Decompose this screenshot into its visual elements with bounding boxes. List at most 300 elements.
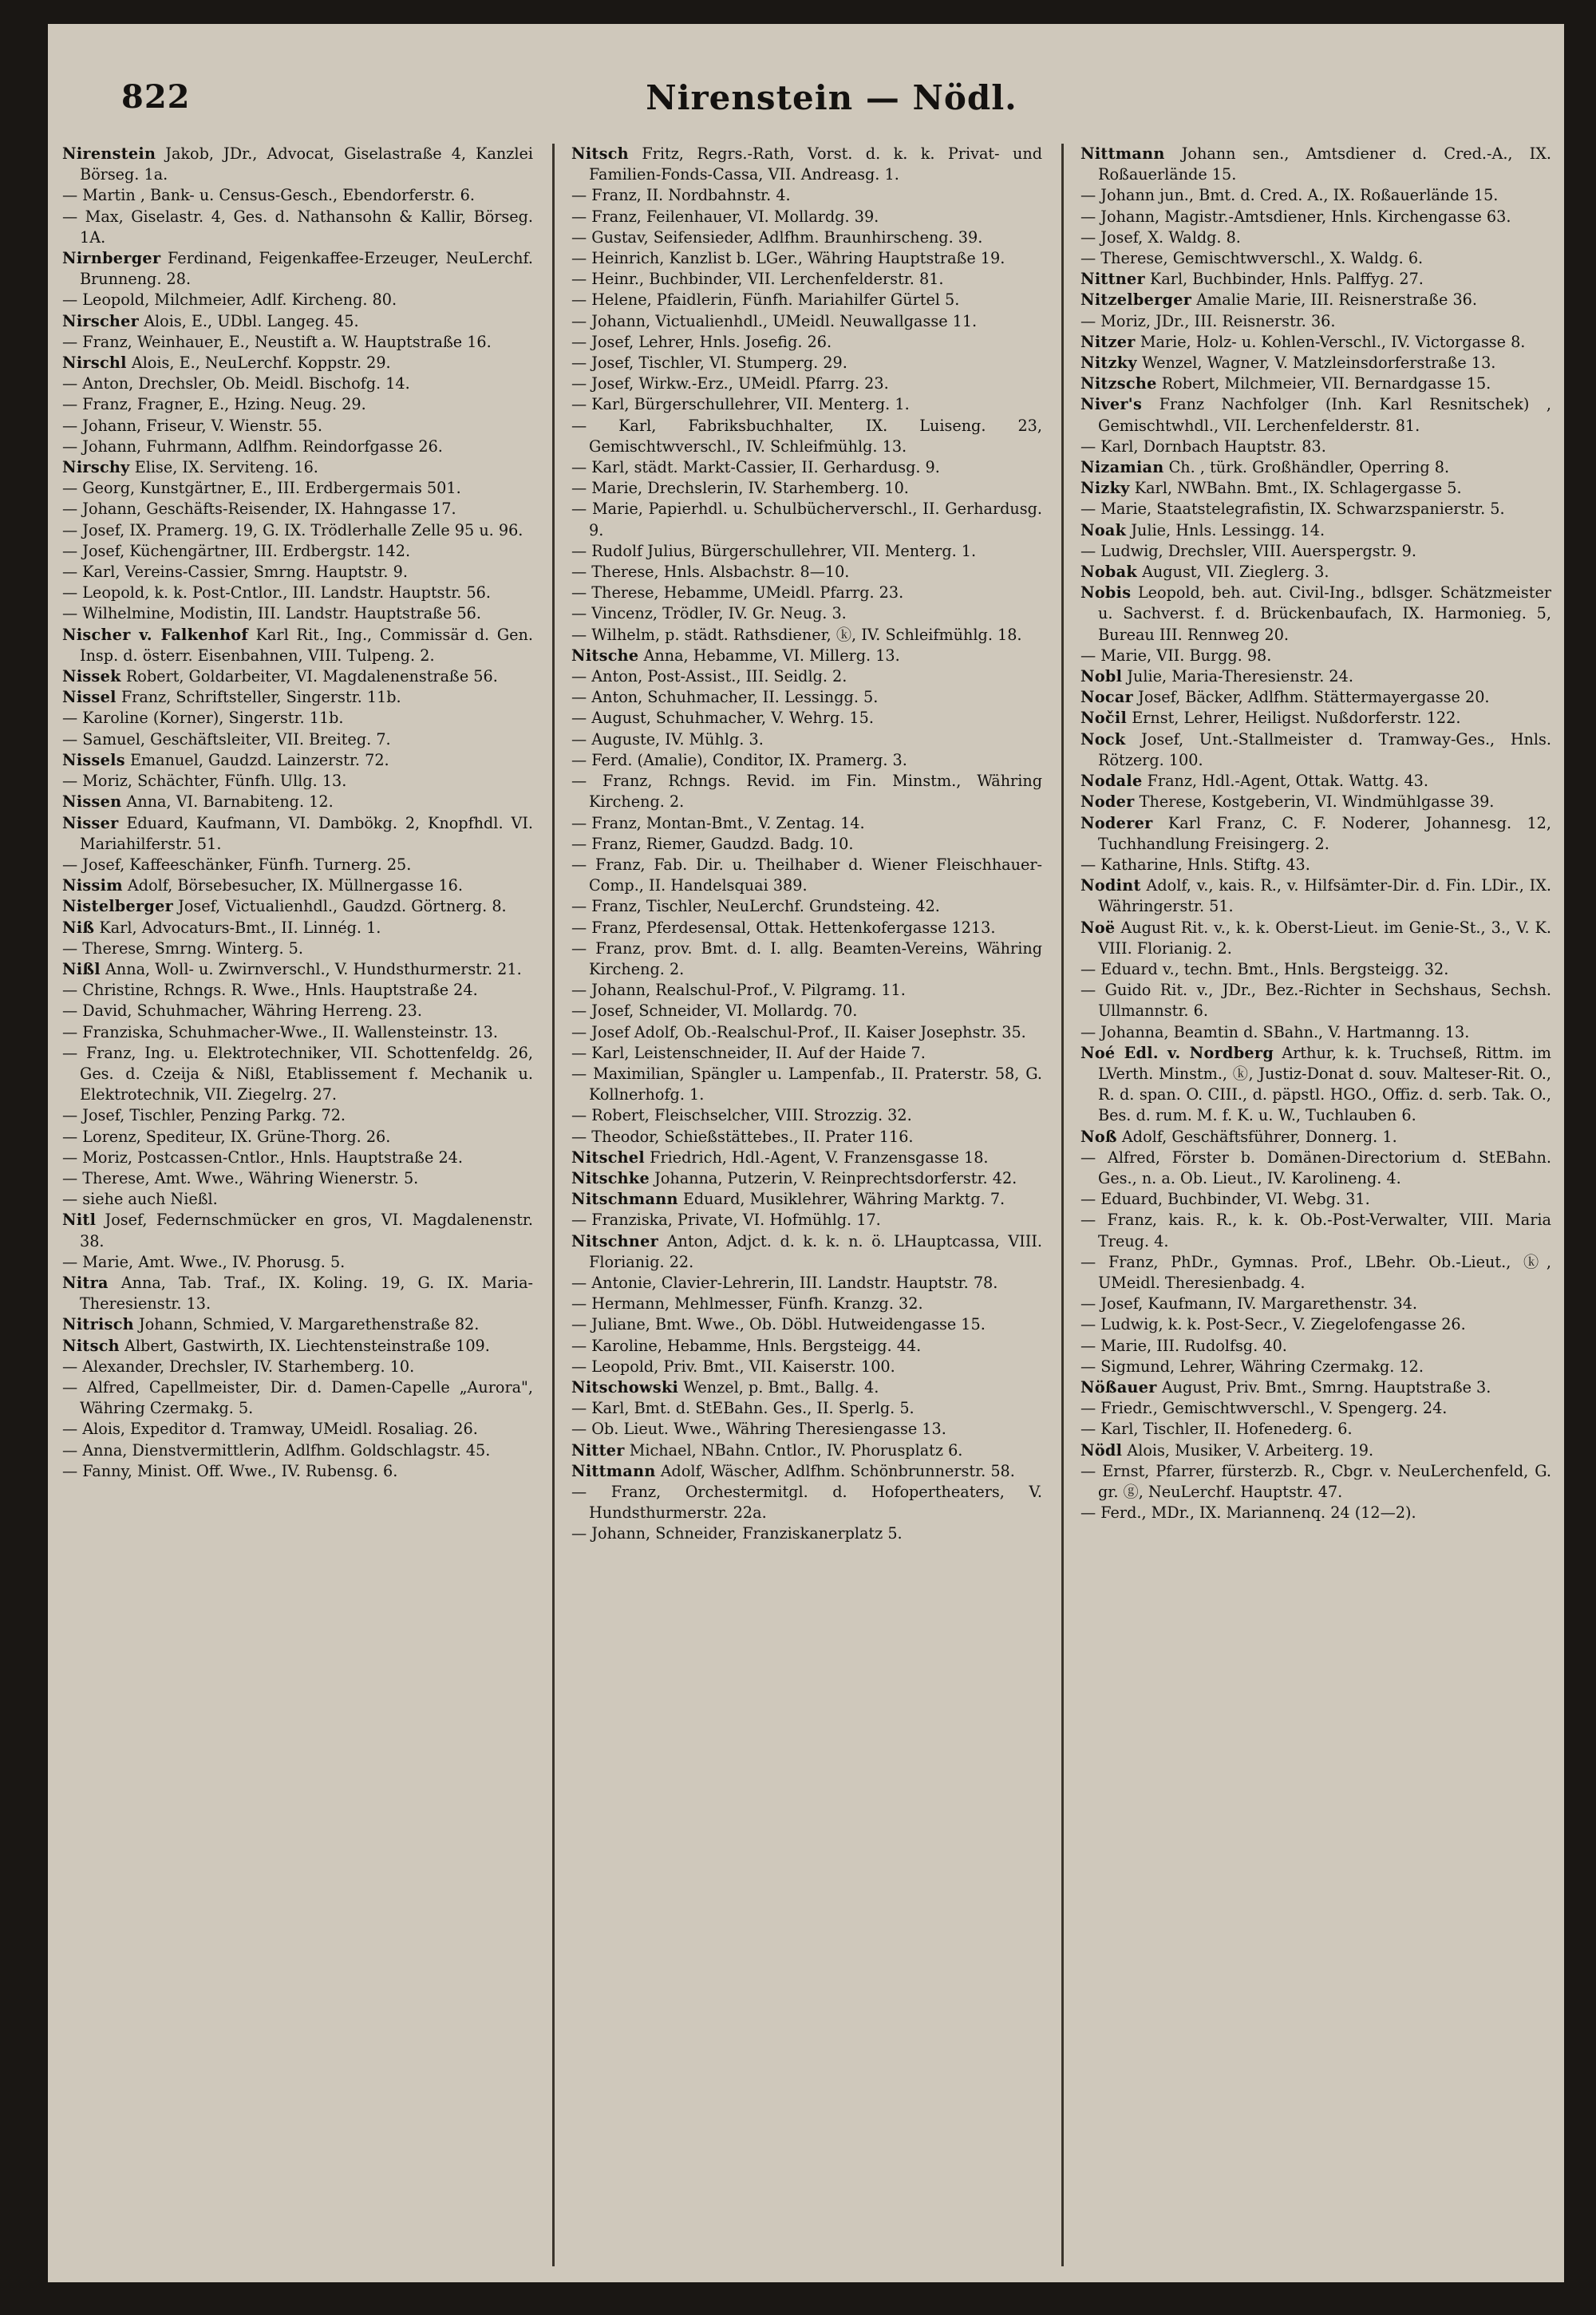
entry-surname: Noë: [1080, 918, 1116, 937]
entry-details: — Franziska, Schuhmacher-Wwe., II. Wallensteinstr. 13.: [62, 1022, 498, 1041]
directory-entry: [62, 353, 533, 373]
directory-entry: [1080, 1398, 1551, 1419]
entry-details: — Georg, Kunstgärtner, E., III. Erdbergermais 501.: [62, 479, 461, 498]
entry-details: — Friedr., Gemischtwverschl., V. Spengerg. 24.: [1080, 1399, 1448, 1418]
directory-entry: [62, 1377, 533, 1419]
directory-entry: [571, 1461, 1042, 1482]
entry-details: Franz, Schriftsteller, Singerstr. 11b.: [116, 688, 401, 707]
entry-details: — Therese, Amt. Wwe., Währing Wienerstr. 5.: [62, 1168, 419, 1187]
entry-details: — Fanny, Minist. Off. Wwe., IV. Rubensg. 6.: [62, 1461, 398, 1480]
directory-entry: [571, 834, 1042, 855]
entry-surname: Nittmann: [1080, 144, 1165, 163]
entry-surname: Nittner: [1080, 270, 1145, 289]
directory-entry: [1080, 980, 1551, 1021]
directory-entry: [62, 416, 533, 437]
directory-entry: [62, 373, 533, 394]
entry-details: Friedrich, Hdl.-Agent, V. Franzensgasse 18.: [645, 1148, 989, 1167]
entry-surname: Nitzelberger: [1080, 290, 1192, 310]
entry-details: — Franz, prov. Bmt. d. I. allg. Beamten-Vereins, Währing Kircheng. 2.: [571, 938, 1042, 978]
entry-details: — Josef, Kaffeeschänker, Fünfh. Turnerg. 25.: [62, 855, 412, 874]
directory-entry: [1080, 583, 1551, 646]
directory-entry: [571, 1377, 1042, 1398]
directory-entry: [571, 646, 1042, 666]
directory-entry: [1080, 562, 1551, 583]
entry-surname: Nittmann: [571, 1461, 656, 1480]
entry-details: — Marie, III. Rudolfsg. 40.: [1080, 1336, 1287, 1355]
directory-entry: [62, 625, 533, 666]
directory-entry: [571, 144, 1042, 185]
directory-entry: [1080, 311, 1551, 332]
directory-entry: [1080, 1148, 1551, 1189]
entry-details: Ernst, Lehrer, Heiligst. Nußdorferstr. 122.: [1127, 709, 1461, 728]
entry-details: — Alfred, Capellmeister, Dir. d. Damen-Capelle „Aurora", Währing Czermakg. 5.: [62, 1377, 533, 1418]
entry-surname: Nissen: [62, 792, 122, 812]
entry-details: August Rit. v., k. k. Oberst-Lieut. im Genie-St., 3., V. K. VIII. Florianig. 2.: [1098, 918, 1551, 958]
entry-details: Johann sen., Amtsdiener d. Cred.-A., IX. Roßauerlände 15.: [1098, 144, 1551, 184]
entry-surname: Nirschy: [62, 458, 130, 477]
entry-details: — Karl, Bürgerschullehrer, VII. Menterg. 1.: [571, 395, 910, 414]
entry-details: — Ob. Lieut. Wwe., Währing Theresiengasse 13.: [571, 1420, 946, 1439]
entry-details: Franz, Hdl.-Agent, Ottak. Wattg. 43.: [1142, 772, 1428, 791]
entry-details: Robert, Goldarbeiter, VI. Magdalenenstraße 56.: [120, 667, 498, 686]
directory-entry: [571, 185, 1042, 206]
entry-details: — Ferd., MDr., IX. Mariannenq. 24 (12—2).: [1080, 1503, 1416, 1523]
entry-details: Franz Nachfolger (Inh. Karl Resnitschek) , Gemischtwhdl., VII. Lerchenfelderstr. 81.: [1098, 395, 1551, 435]
entry-details: — Juliane, Bmt. Wwe., Ob. Döbl. Hutweidengasse 15.: [571, 1315, 986, 1334]
directory-entry: [1080, 457, 1551, 478]
entry-surname: Nitschel: [571, 1148, 646, 1167]
entry-details: — Heinr., Buchbinder, VII. Lerchenfelderstr. 81.: [571, 270, 944, 289]
entry-surname: Nistelberger: [62, 897, 174, 916]
entry-surname: Nitschke: [571, 1168, 650, 1187]
entry-surname: Nirschl: [62, 354, 127, 373]
entry-details: — Johann, Friseur, V. Wienstr. 55.: [62, 416, 322, 435]
entry-surname: Nitsch: [571, 144, 629, 163]
entry-details: Karl Rit., Ing., Commissär d. Gen. Insp. d. österr. Eisenbahnen, VIII. Tulpeng. 2.: [80, 625, 533, 665]
entry-details: — Josef, IX. Pramerg. 19, G. IX. Trödlerhalle Zelle 95 u. 96.: [62, 520, 523, 539]
entry-details: — Josef, Küchengärtner, III. Erdbergstr. 142.: [62, 541, 411, 560]
entry-surname: Nitl: [62, 1211, 97, 1230]
directory-entry: [62, 750, 533, 771]
directory-entry: [1080, 1189, 1551, 1210]
directory-entry: [571, 416, 1042, 457]
entry-details: Anna, Hebamme, VI. Millerg. 13.: [638, 646, 900, 665]
entry-details: — Karl, Leistenschneider, II. Auf der Haide 7.: [571, 1043, 926, 1062]
entry-details: Wenzel, p. Bmt., Ballg. 4.: [678, 1377, 879, 1397]
directory-entry: [571, 1336, 1042, 1357]
directory-entry: [1080, 227, 1551, 248]
entry-details: Anton, Adjct. d. k. k. n. ö. LHauptcassa, VIII. Florianig. 22.: [589, 1231, 1042, 1271]
entry-surname: Nödl: [1080, 1440, 1123, 1460]
entry-details: — Franz, Feilenhauer, VI. Mollardg. 39.: [571, 207, 879, 226]
entry-details: — Christine, Rchngs. R. Wwe., Hnls. Hauptstraße 24.: [62, 981, 478, 1000]
directory-entry: [571, 1357, 1042, 1377]
entry-details: — Marie, VII. Burgg. 98.: [1080, 646, 1272, 665]
directory-entry: [571, 1523, 1042, 1544]
directory-entry: [571, 1398, 1042, 1419]
entry-details: Karl, Buchbinder, Hnls. Palffyg. 27.: [1144, 270, 1424, 289]
directory-entry: [571, 1294, 1042, 1314]
entry-details: — Franz, Montan-Bmt., V. Zentag. 14.: [571, 813, 865, 832]
directory-entry: [571, 729, 1042, 750]
directory-entry: [571, 248, 1042, 269]
entry-details: — Franz, II. Nordbahnstr. 4.: [571, 186, 791, 205]
entry-surname: Nißl: [62, 959, 101, 978]
directory-entry: [62, 185, 533, 206]
directory-entry: [1080, 1127, 1551, 1148]
entry-details: Josef, Victualienhdl., Gaudzd. Görtnerg. 8.: [173, 897, 507, 916]
entry-details: — David, Schuhmacher, Währing Herreng. 23.: [62, 1001, 422, 1021]
directory-entry: [1080, 1022, 1551, 1043]
entry-details: Robert, Milchmeier, VII. Bernardgasse 15.: [1156, 374, 1491, 393]
entry-details: — Therese, Hebamme, UMeidl. Pfarrg. 23.: [571, 583, 904, 602]
entry-details: Josef, Unt.-Stallmeister d. Tramway-Ges., Hnls. Rötzerg. 100.: [1098, 729, 1551, 769]
entry-surname: Nirenstein: [62, 144, 156, 163]
entry-details: — Antonie, Clavier-Lehrerin, III. Landstr. Hauptstr. 78.: [571, 1273, 998, 1292]
directory-entry: [571, 708, 1042, 729]
entry-details: — Johann, Magistr.-Amtsdiener, Hnls. Kirchengasse 63.: [1080, 207, 1511, 226]
directory-entry: [1080, 959, 1551, 980]
entry-details: — Lorenz, Spediteur, IX. Grüne-Thorg. 26.: [62, 1127, 391, 1146]
directory-entry: [1080, 875, 1551, 917]
directory-entry: [571, 1273, 1042, 1294]
directory-entry: [62, 1148, 533, 1168]
directory-entry: [571, 771, 1042, 812]
directory-column-2: [571, 144, 1042, 2266]
directory-entry: [571, 1001, 1042, 1021]
directory-entry: [62, 708, 533, 729]
entry-details: Adolf, v., kais. R., v. Hilfsämter-Dir. d. Fin. LDir., IX. Währingerstr. 51.: [1098, 876, 1551, 916]
entry-details: — Anton, Schuhmacher, II. Lessingg. 5.: [571, 688, 879, 707]
directory-entry: [571, 499, 1042, 540]
entry-details: — Josef, Schneider, VI. Mollardg. 70.: [571, 1001, 858, 1021]
entry-surname: Nočil: [1080, 709, 1128, 728]
directory-entry: [62, 875, 533, 896]
entry-details: — Franz, Tischler, NeuLerchf. Grundsteing. 42.: [571, 897, 940, 916]
entry-surname: Nitschner: [571, 1231, 659, 1250]
directory-entry: [62, 687, 533, 708]
directory-entry: [1080, 666, 1551, 687]
entry-surname: Nodint: [1080, 876, 1141, 895]
entry-details: — Samuel, Geschäftsleiter, VII. Breiteg. 7.: [62, 729, 391, 749]
entry-details: — siehe auch Nießl.: [62, 1190, 218, 1209]
entry-details: Wenzel, Wagner, V. Matzleinsdorferstraße 13.: [1136, 354, 1496, 373]
directory-entry: [62, 896, 533, 917]
entry-details: Albert, Gastwirth, IX. Liechtensteinstraße 109.: [119, 1336, 490, 1355]
directory-entry: [62, 144, 533, 185]
directory-entry: [62, 771, 533, 792]
entry-details: Karl, NWBahn. Bmt., IX. Schlagergasse 5.: [1129, 479, 1462, 498]
entry-details: Leopold, beh. aut. Civil-Ing., bdlsger. Schätzmeister u. Sachverst. f. d. Brückenbaufach, IX. Harmonieg. 5, Bureau III. Rennweg 20.: [1098, 583, 1551, 644]
directory-entry: [62, 311, 533, 332]
directory-entry: [1080, 1440, 1551, 1461]
entry-details: — Eduard v., techn. Bmt., Hnls. Bergsteigg. 32.: [1080, 959, 1449, 978]
entry-details: — Rudolf Julius, Bürgerschullehrer, VII. Menterg. 1.: [571, 541, 977, 560]
entry-details: — Therese, Hnls. Alsbachstr. 8—10.: [571, 563, 850, 582]
entry-details: — Leopold, k. k. Post-Cntlor., III. Landstr. Hauptstr. 56.: [62, 583, 491, 602]
directory-entry: [571, 269, 1042, 290]
entry-details: Alois, E., NeuLerchf. Koppstr. 29.: [126, 354, 391, 373]
entry-details: — Guido Rit. v., JDr., Bez.-Richter in Sechshaus, Sechsh. Ullmannstr. 6.: [1080, 981, 1551, 1021]
entry-surname: Nitsch: [62, 1336, 120, 1355]
directory-entry: [62, 1105, 533, 1126]
directory-entry: [571, 1148, 1042, 1168]
entry-details: — Johann jun., Bmt. d. Cred. A., IX. Roßauerlände 15.: [1080, 186, 1499, 205]
directory-entry: [1080, 499, 1551, 519]
entry-surname: Nischer v. Falkenhof: [62, 625, 248, 644]
directory-entry: [62, 437, 533, 457]
directory-entry: [571, 394, 1042, 415]
entry-details: — Franz, Fab. Dir. u. Theilhaber d. Wiener Fleischhauer-Comp., II. Handelsquai 389.: [571, 855, 1042, 895]
directory-entry: [1080, 1377, 1551, 1398]
directory-entry: [1080, 394, 1551, 436]
entry-details: — Johann, Victualienhdl., UMeidl. Neuwallgasse 11.: [571, 311, 978, 330]
directory-entry: [571, 207, 1042, 227]
entry-details: — Johanna, Beamtin d. SBahn., V. Hartmanng. 13.: [1080, 1022, 1470, 1041]
directory-entry: [62, 813, 533, 855]
directory-entry: [62, 938, 533, 959]
entry-details: Alois, E., UDbl. Langeg. 45.: [139, 311, 359, 330]
entry-details: — Josef, Kaufmann, IV. Margarethenstr. 34.: [1080, 1294, 1418, 1314]
entry-details: — Franz, Fragner, E., Hzing. Neug. 29.: [62, 395, 366, 414]
entry-details: Ferdinand, Feigenkaffee-Erzeuger, NeuLerchf. Brunneng. 28.: [80, 249, 533, 289]
entry-surname: Nirscher: [62, 311, 140, 330]
entry-details: — Theodor, Schießstättebes., II. Prater 116.: [571, 1127, 914, 1146]
directory-entry: [1080, 1314, 1551, 1335]
entry-surname: Noß: [1080, 1127, 1117, 1146]
entry-details: — Johann, Schneider, Franziskanerplatz 5.: [571, 1524, 903, 1543]
directory-entry: [1080, 269, 1551, 290]
entry-surname: Nitzsche: [1080, 374, 1157, 393]
entry-surname: Niver's: [1080, 395, 1143, 414]
directory-entry: [571, 896, 1042, 917]
entry-details: — Therese, Gemischtwverschl., X. Waldg. 6.: [1080, 249, 1424, 268]
directory-entry: [571, 1210, 1042, 1231]
directory-entry: [1080, 1503, 1551, 1523]
directory-entry: [571, 373, 1042, 394]
directory-entry: [62, 1357, 533, 1377]
directory-entry: [62, 499, 533, 519]
directory-entry: [1080, 478, 1551, 499]
directory-entry: [1080, 1419, 1551, 1440]
entry-details: Alois, Musiker, V. Arbeiterg. 19.: [1122, 1440, 1374, 1460]
directory-entry: [1080, 185, 1551, 206]
entry-details: — Wilhelmine, Modistin, III. Landstr. Hauptstraße 56.: [62, 604, 481, 623]
entry-details: — Karl, Bmt. d. StEBahn. Ges., II. Sperlg. 5.: [571, 1399, 915, 1418]
entry-details: — Franz, Pferdesensal, Ottak. Hettenkofergasse 1213.: [571, 918, 996, 937]
directory-entry: [62, 959, 533, 980]
directory-entry: [571, 227, 1042, 248]
entry-details: — Karl, Vereins-Cassier, Smrng. Hauptstr. 9.: [62, 563, 408, 582]
entry-surname: Nitter: [571, 1440, 625, 1460]
entry-details: — Alfred, Förster b. Domänen-Directorium d. StEBahn. Ges., n. a. Ob. Lieut., IV. Karolineng. 4.: [1080, 1148, 1551, 1187]
directory-entry: [62, 207, 533, 248]
directory-entry: [1080, 918, 1551, 959]
directory-entry: [571, 938, 1042, 980]
directory-page: [48, 24, 1564, 2282]
directory-entry: [1080, 646, 1551, 666]
directory-entry: [62, 666, 533, 687]
directory-entry: [62, 541, 533, 562]
entry-details: — Franz, kais. R., k. k. Ob.-Post-Verwalter, VIII. Maria Treug. 4.: [1080, 1211, 1551, 1250]
entry-details: — Therese, Smrng. Winterg. 5.: [62, 938, 303, 958]
entry-surname: Nissels: [62, 750, 125, 769]
entry-details: — Johann, Geschäfts-Reisender, IX. Hahngasse 17.: [62, 500, 456, 519]
entry-surname: Nitra: [62, 1273, 109, 1292]
directory-entry: [1080, 771, 1551, 792]
entry-details: — Helene, Pfaidlerin, Fünfh. Mariahilfer Gürtel 5.: [571, 290, 960, 310]
directory-entry: [62, 290, 533, 310]
directory-entry: [571, 1022, 1042, 1043]
entry-details: — Ferd. (Amalie), Conditor, IX. Pramerg. 3.: [571, 750, 907, 769]
entry-details: — Karoline (Korner), Singerstr. 11b.: [62, 709, 344, 728]
entry-surname: Noderer: [1080, 813, 1153, 832]
directory-entry: [62, 1314, 533, 1335]
directory-entry: [571, 1105, 1042, 1126]
directory-entry: [1080, 1336, 1551, 1357]
entry-surname: Nitzky: [1080, 354, 1137, 373]
directory-entry: [571, 1419, 1042, 1440]
entry-details: — Marie, Drechslerin, IV. Starhemberg. 10.: [571, 479, 909, 498]
directory-entry: [62, 457, 533, 478]
entry-details: Anna, Tab. Traf., IX. Koling. 19, G. IX. Maria-Theresienstr. 13.: [80, 1273, 533, 1314]
directory-entry: [1080, 437, 1551, 457]
directory-entry: [62, 583, 533, 603]
directory-entry: [571, 687, 1042, 708]
directory-entry: [62, 1127, 533, 1148]
entry-details: — Leopold, Priv. Bmt., VII. Kaiserstr. 100.: [571, 1357, 895, 1376]
entry-details: — Franz, Riemer, Gaudzd. Badg. 10.: [571, 834, 854, 853]
entry-details: — Franz, Ing. u. Elektrotechniker, VII. Schottenfeldg. 26, Ges. d. Czeija & Nißl, Etablissement f. Mechanik u. Elektrotechnik, VII. Ziegelrg. 27.: [62, 1043, 533, 1104]
entry-details: Therese, Kostgeberin, VI. Windmühlgasse 39.: [1134, 792, 1495, 812]
entry-details: — Franz, Orchestermitgl. d. Hofopertheaters, V. Hundsthurmerstr. 22a.: [571, 1483, 1042, 1523]
entry-surname: Noder: [1080, 792, 1135, 812]
entry-details: Ch. , türk. Großhändler, Operring 8.: [1163, 458, 1450, 477]
directory-entry: [62, 394, 533, 415]
directory-entry: [571, 1043, 1042, 1064]
directory-entry: [62, 1001, 533, 1021]
directory-entry: [571, 918, 1042, 938]
directory-entry: [571, 353, 1042, 373]
entry-surname: Nissek: [62, 667, 121, 686]
entry-details: Michael, NBahn. Cntlor., IV. Phorusplatz 6.: [624, 1440, 963, 1460]
entry-surname: Nodale: [1080, 772, 1143, 791]
directory-entry: [571, 625, 1042, 646]
entry-details: Anna, Woll- u. Zwirnverschl., V. Hundsthurmerstr. 21.: [100, 959, 522, 978]
entry-surname: Noé Edl. v. Nordberg: [1080, 1043, 1274, 1062]
directory-entry: [571, 541, 1042, 562]
entry-details: — Johann, Realschul-Prof., V. Pilgramg. 11.: [571, 981, 906, 1000]
directory-entry: [571, 332, 1042, 353]
directory-column-3: [1080, 144, 1551, 2266]
entry-details: — Marie, Staatstelegrafistin, IX. Schwarzspanierstr. 5.: [1080, 500, 1505, 519]
entry-details: — Josef, Tischler, VI. Stumperg. 29.: [571, 354, 847, 373]
entry-details: — Moriz, JDr., III. Reisnerstr. 36.: [1080, 311, 1336, 330]
entry-details: — Marie, Amt. Wwe., IV. Phorusg. 5.: [62, 1252, 346, 1271]
entry-details: Marie, Holz- u. Kohlen-Verschl., IV. Victorgasse 8.: [1135, 332, 1526, 351]
directory-entry: [1080, 1210, 1551, 1251]
entry-details: — Vincenz, Trödler, IV. Gr. Neug. 3.: [571, 604, 847, 623]
entry-details: — Katharine, Hnls. Stiftg. 43.: [1080, 855, 1310, 874]
entry-details: — Karoline, Hebamme, Hnls. Bergsteigg. 44.: [571, 1336, 922, 1355]
directory-entry: [62, 792, 533, 812]
directory-entry: [62, 1168, 533, 1189]
entry-surname: Nock: [1080, 729, 1126, 749]
entry-details: Karl, Advocaturs-Bmt., II. Linnég. 1.: [94, 918, 381, 937]
directory-entry: [1080, 729, 1551, 771]
directory-entry: [571, 603, 1042, 624]
directory-entry: [1080, 248, 1551, 269]
directory-entry: [1080, 353, 1551, 373]
entry-details: Karl Franz, C. F. Noderer, Johannesg. 12, Tuchhandlung Freisingerg. 2.: [1098, 813, 1551, 853]
directory-column-1: [62, 144, 533, 2266]
entry-details: — Alois, Expeditor d. Tramway, UMeidl. Rosaliag. 26.: [62, 1420, 478, 1439]
directory-entry: [1080, 373, 1551, 394]
entry-surname: Noak: [1080, 520, 1127, 539]
entry-details: — Anton, Drechsler, Ob. Meidl. Bischofg. 14.: [62, 374, 410, 393]
entry-surname: Niß: [62, 918, 95, 937]
entry-details: Adolf, Geschäftsführer, Donnerg. 1.: [1116, 1127, 1397, 1146]
entry-surname: Nobis: [1080, 583, 1132, 602]
directory-entry: [1080, 541, 1551, 562]
entry-details: — Josef, Lehrer, Hnls. Josefig. 26.: [571, 332, 832, 351]
entry-details: Adolf, Wäscher, Adlfhm. Schönbrunnerstr. 58.: [655, 1461, 1015, 1480]
directory-entry: [1080, 144, 1551, 185]
page-number: 822: [121, 78, 191, 116]
entry-details: — Karl, städt. Markt-Cassier, II. Gerhardusg. 9.: [571, 458, 940, 477]
entry-details: — Anton, Post-Assist., III. Seidlg. 2.: [571, 667, 847, 686]
directory-entry: [62, 855, 533, 875]
directory-entry: [62, 1189, 533, 1210]
entry-details: — Anna, Dienstvermittlerin, Adlfhm. Goldschlagstr. 45.: [62, 1440, 491, 1460]
directory-entry: [1080, 290, 1551, 310]
entry-details: Elise, IX. Serviteng. 16.: [129, 458, 318, 477]
entry-details: — Auguste, IV. Mühlg. 3.: [571, 729, 764, 749]
entry-details: — Josef, X. Waldg. 8.: [1080, 227, 1241, 247]
entry-details: — Josef Adolf, Ob.-Realschul-Prof., II. Kaiser Josephstr. 35.: [571, 1022, 1026, 1041]
entry-details: — Marie, Papierhdl. u. Schulbücherverschl., II. Gerhardusg. 9.: [571, 500, 1042, 539]
entry-details: — Martin , Bank- u. Census-Gesch., Ebendorferstr. 6.: [62, 186, 475, 205]
directory-entry: [571, 311, 1042, 332]
directory-entry: [62, 562, 533, 583]
entry-details: — Hermann, Mehlmesser, Fünfh. Kranzg. 32.: [571, 1294, 923, 1314]
entry-details: — Franz, PhDr., Gymnas. Prof., LBehr. Ob.-Lieut., ⓚ, UMeidl. Theresienbadg. 4.: [1080, 1252, 1551, 1292]
directory-entry: [62, 918, 533, 938]
directory-entry: [1080, 855, 1551, 875]
directory-entry: [571, 1231, 1042, 1273]
entry-surname: Nitrisch: [62, 1315, 134, 1334]
directory-entry: [62, 520, 533, 541]
directory-entry: [571, 1127, 1042, 1148]
entry-details: — Maximilian, Spängler u. Lampenfab., II. Praterstr. 58, G. Kollnerhofg. 1.: [571, 1064, 1042, 1104]
entry-details: Anna, VI. Barnabiteng. 12.: [121, 792, 334, 812]
entry-details: Josef, Bäcker, Adlfhm. Stättermayergasse 20.: [1133, 688, 1490, 707]
directory-entry: [62, 1336, 533, 1357]
entry-details: — Franz, Rchngs. Revid. im Fin. Minstm., Währing Kircheng. 2.: [571, 772, 1042, 812]
directory-entry: [571, 1482, 1042, 1523]
directory-entry: [571, 666, 1042, 687]
entry-details: — Johann, Fuhrmann, Adlfhm. Reindorfgasse 26.: [62, 437, 443, 456]
entry-surname: Nobl: [1080, 667, 1123, 686]
entry-surname: Nissim: [62, 876, 123, 895]
directory-entry: [62, 603, 533, 624]
entry-surname: Nitsche: [571, 646, 639, 665]
directory-entry: [571, 562, 1042, 583]
directory-entry: [571, 855, 1042, 896]
entry-details: Josef, Federnschmücker en gros, VI. Magdalenenstr. 38.: [80, 1211, 533, 1250]
directory-entry: [571, 478, 1042, 499]
directory-entry: [571, 1189, 1042, 1210]
